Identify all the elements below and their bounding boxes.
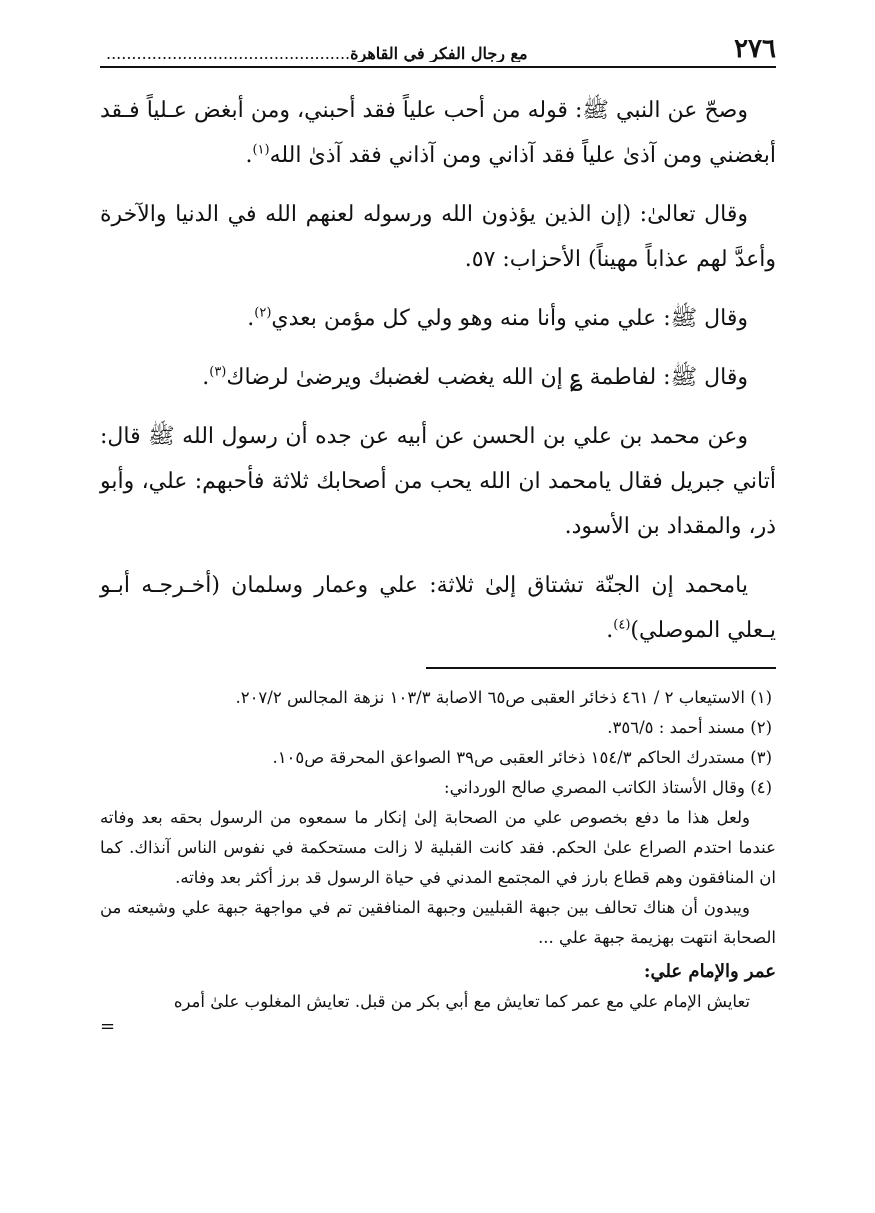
paragraph	[100, 414, 776, 549]
footnote-ref: (٤)	[613, 617, 631, 633]
paragraph-text: وعن محمد بن علي بن الحسن عن أبيه عن جده أن رسول الله ﷺ قال: أتاني جبريل فقال يامحمد ان الله يحب من أصحابك ثلاثة فأحبهم: علي، وأبو ذر، والمقداد بن الأسود.	[100, 424, 776, 539]
page-number: ٢٧٦	[734, 34, 776, 64]
title-leader-dots: ................................................	[106, 46, 351, 62]
paragraph	[100, 296, 776, 341]
running-title-text: مع رجال الفكر في القاهرة	[350, 46, 528, 62]
paragraph-text: وقال تعالىٰ: (إن الذين يؤذون الله ورسوله لعنهم الله في الدنيا والآخرة وأعدَّ لهم عذاباً مهيناً) الأحزاب: ٥٧.	[100, 202, 776, 272]
paragraph-end: .	[245, 143, 253, 168]
footnote: (١) الاستيعاب ٢ / ٤٦١ ذخائر العقبى ص٦٥ الاصابة ١٠٣/٣ نزهة المجالس ٢٠٧/٢.	[235, 688, 772, 707]
paragraph-text: وقال ﷺ: لفاطمة ؏ إن الله يغضب لغضبك ويرضىٰ لرضاك	[226, 365, 748, 390]
continuation-mark: =	[100, 1016, 116, 1037]
main-text	[100, 88, 776, 653]
paragraph	[100, 88, 776, 178]
footnotes	[100, 683, 776, 1037]
paragraph-text: يامحمد إن الجنّة تشتاق إلىٰ ثلاثة: علي وعمار وسلمان (أخـرجـه أبـو يـعلي الموصلي)	[100, 573, 776, 643]
footnote-ref: (٣)	[209, 364, 227, 380]
footnote-quote: تعايش الإمام علي مع عمر كما تعايش مع أبي بكر من قبل. تعايش المغلوب علىٰ أمره	[173, 992, 750, 1011]
paragraph	[100, 355, 776, 400]
footnote: (٢) مسند أحمد : ٣٥٦/٥.	[607, 718, 772, 737]
footnote-heading: عمر والإمام علي:	[643, 961, 776, 982]
page-header	[100, 28, 776, 68]
footnote-ref: (١)	[252, 142, 270, 158]
paragraph	[100, 563, 776, 653]
paragraph-text: وقال ﷺ: علي مني وأنا منه وهو ولي كل مؤمن بعدي	[271, 306, 748, 331]
running-title	[100, 46, 734, 62]
footnote-ref: (٢)	[254, 305, 272, 321]
footnote: (٣) مستدرك الحاكم ١٥٤/٣ ذخائر العقبى ص٣٩ الصواعق المحرقة ص١٠٥.	[272, 748, 772, 767]
footnote-separator	[426, 667, 776, 669]
paragraph	[100, 192, 776, 282]
paragraph-end: .	[202, 365, 210, 390]
footnote: (٤) وقال الأستاذ الكاتب المصري صالح الورداني:	[444, 778, 772, 797]
book-page	[100, 28, 776, 1037]
paragraph-end: .	[606, 618, 614, 643]
footnote-quote: ويبدون أن هناك تحالف بين جبهة القبليين وجبهة المنافقين تم في مواجهة جبهة علي وشيعته من الصحابة انتهت بهزيمة جبهة علي ...	[100, 898, 776, 947]
footnote-quote: ولعل هذا ما دفع بخصوص علي من الصحابة إلىٰ إنكار ما سمعوه من الرسول بحقه بعد وفاته عندما احتدم الصراع علىٰ الحكم. فقد كانت القبلية لا زالت مستحكمة في نفوس الناس آنذاك. كما ان المنافقون وهم قطاع بارز في المجتمع المدني في حياة الرسول قد برز أكثر بعد وفاته.	[100, 808, 776, 887]
paragraph-text: وصحّ عن النبي ﷺ: قوله من أحب علياً فقد أحبني، ومن أبغض عـلياً فـقد أبغضني ومن آذىٰ علياً فقد آذاني ومن آذاني فقد آذىٰ الله	[100, 98, 776, 168]
paragraph-end: .	[247, 306, 255, 331]
